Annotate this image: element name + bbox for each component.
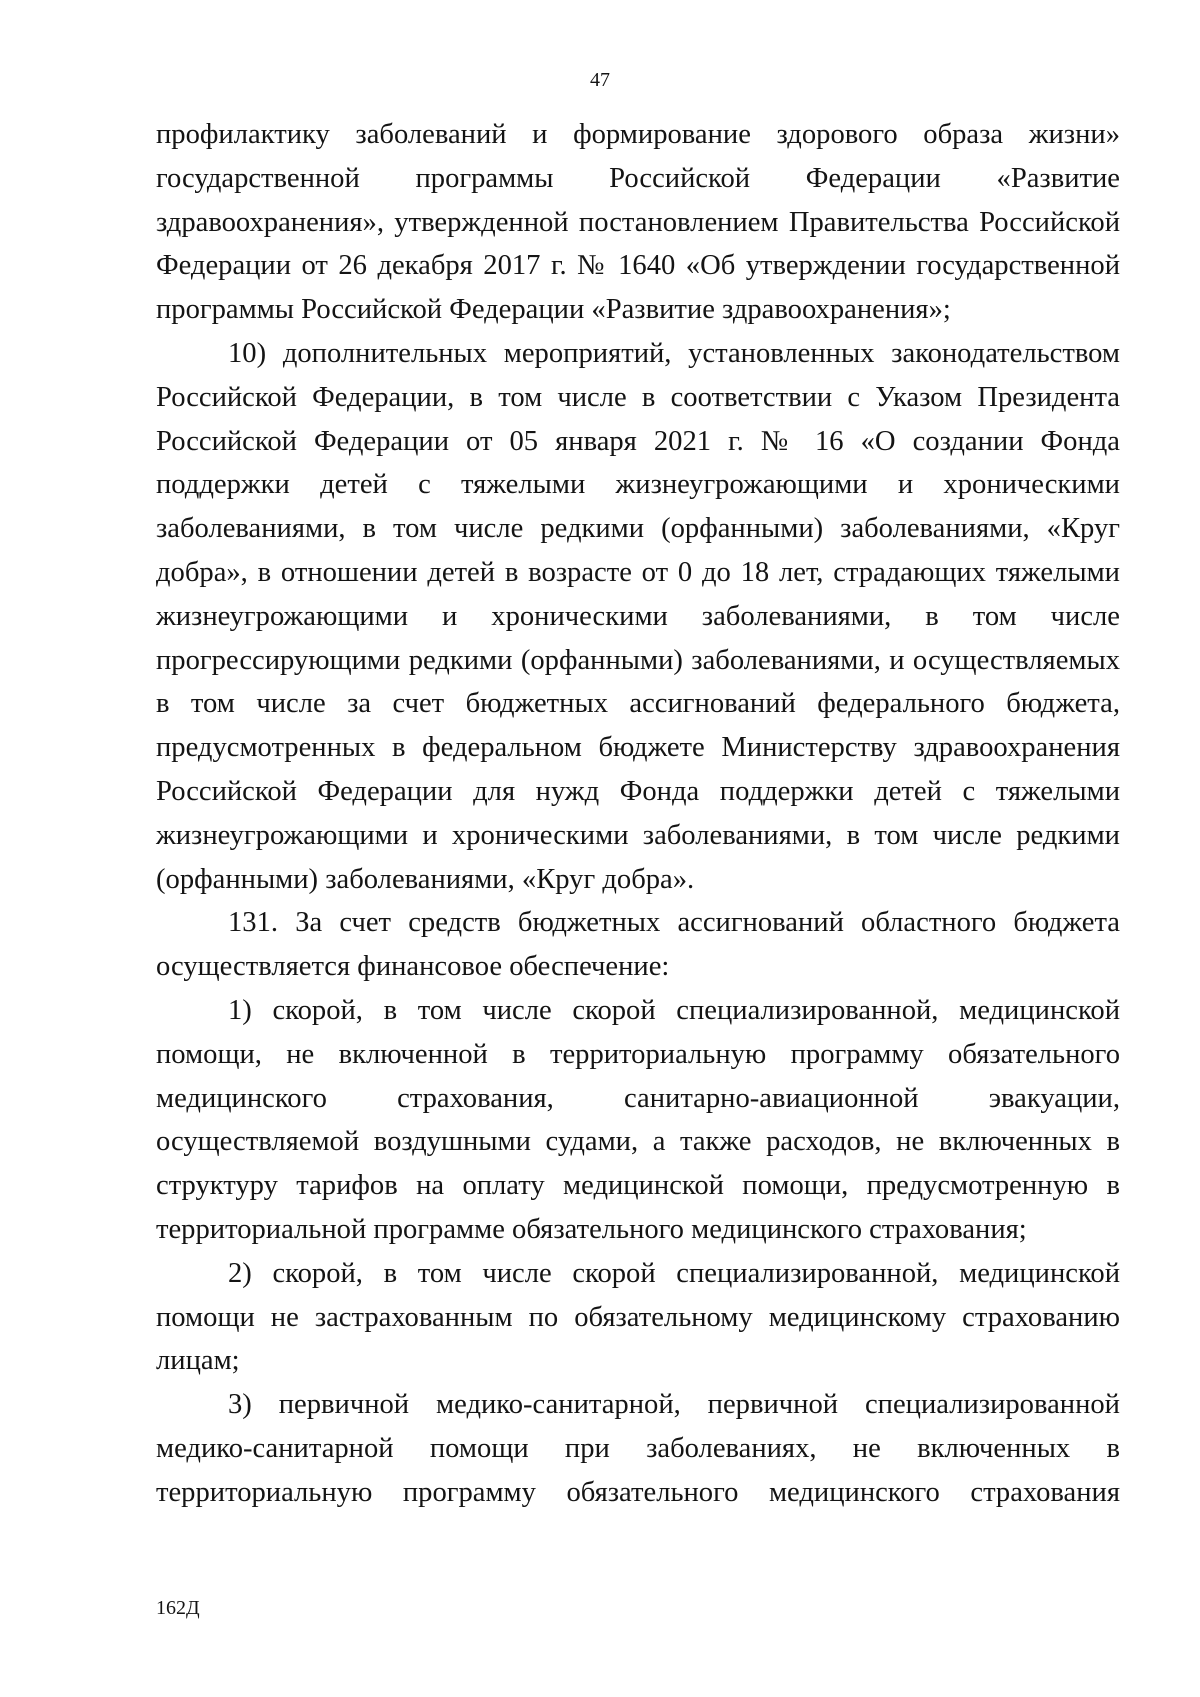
- page-number: 47: [590, 69, 610, 91]
- paragraph-section-131: 131. За счет средств бюджетных ассигнований областного бюджета осуществляется финансовое обеспечение:: [156, 907, 1120, 983]
- paragraph-item-2: 2) скорой, в том числе скорой специализированной, медицинской помощи не застрахованным по обязательному медицинскому страхованию лицам;: [156, 1257, 1120, 1377]
- paragraph-item-1: 1) скорой, в том числе скорой специализированной, медицинской помощи, не включенной в территориальную программу обязательного медицинского страхования, санитарно-авиационной эвакуации, осуществляемой воздушными судами, а также расходов, не включенных в структуру тарифов на оплату медицинской помощи, предусмотренную в территориальной программе обязательного медицинского страхования;: [156, 994, 1120, 1245]
- document-body: [156, 113, 1120, 1515]
- paragraph-continuation: профилактику заболеваний и формирование здорового образа жизни» государственной программы Российской Федерации «Развитие здравоохранения», утвержденной постановлением Правительства Российской Федерации от 26 декабря 2017 г. № 1640 «Об утверждении государственной программы Российской Федерации «Развитие здравоохранения»;: [156, 119, 1120, 326]
- document-code: 162Д: [156, 1597, 200, 1619]
- paragraph-item-3: 3) первичной медико-санитарной, первичной специализированной медико-санитарной помощи при заболеваниях, не включенных в территориальную программу обязательного медицинского страхования: [156, 1389, 1120, 1508]
- paragraph-item-10: 10) дополнительных мероприятий, установленных законодательством Российской Федерации, в том числе в соответствии с Указом Президента Российской Федерации от 05 января 2021 г. № 16 «О создании Фонда поддержки детей с тяжелыми жизнеугрожающими и хроническими заболеваниями, в том числе редкими (орфанными) заболеваниями, «Круг добра», в отношении детей в возрасте от 0 до 18 лет, страдающих тяжелыми жизнеугрожающими и хроническими заболеваниями, в том числе прогрессирующими редкими (орфанными) заболеваниями, и осуществляемых в том числе за счет бюджетных ассигнований федерального бюджета, предусмотренных в федеральном бюджете Министерству здравоохранения Российской Федерации для нужд Фонда поддержки детей с тяжелыми жизнеугрожающими и хроническими заболеваниями, в том числе редкими (орфанными) заболеваниями, «Круг добра».: [156, 337, 1120, 895]
